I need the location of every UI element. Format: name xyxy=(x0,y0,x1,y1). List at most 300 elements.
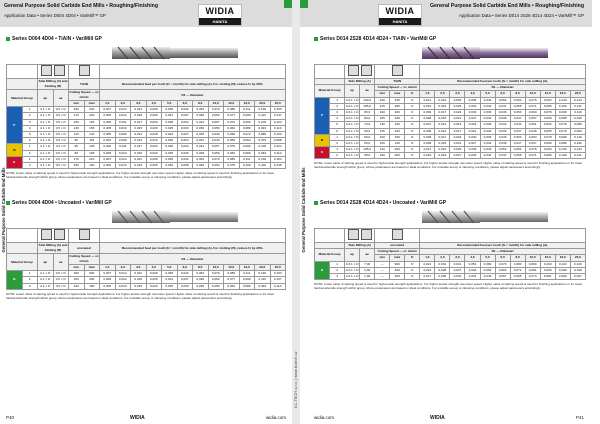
material-group-header: Material Group xyxy=(315,85,345,97)
speed-max-cell: 190 xyxy=(84,162,100,168)
feed-value-cell: 0,058 xyxy=(510,103,525,109)
ae-cell: 0,5 × D xyxy=(53,150,69,156)
feed-value-cell: 0,023 xyxy=(162,131,178,137)
ap-value: 1 × D xyxy=(42,132,51,137)
feed-value-cell: 0,015 xyxy=(131,125,147,131)
feed-value-cell: 0,086 xyxy=(540,103,555,109)
feed-value-cell: 0,024 xyxy=(177,138,193,144)
feed-value-cell: 0,034 xyxy=(177,144,193,150)
speed-max-cell: 290 xyxy=(390,147,405,153)
feed-value-cell: 0,094 xyxy=(540,97,555,103)
feed-value-cell: 0,029 xyxy=(450,97,465,103)
feed-value-cell: 0,131 xyxy=(570,153,585,159)
speed-max-cell: 195 xyxy=(390,122,405,128)
feed-value-cell: 0,058 xyxy=(510,153,525,159)
ap-cell xyxy=(345,153,360,159)
feed-value-cell: 0,106 xyxy=(570,116,585,122)
feed-value-cell: 0,035 xyxy=(162,107,178,113)
feed-value-cell: 0,070 xyxy=(555,128,570,134)
feed-value-cell: 0,099 xyxy=(555,134,570,140)
feed-value-cell: 0,047 xyxy=(495,153,510,159)
fz-cell: fz xyxy=(405,128,420,134)
feed-value-cell: 0,071 xyxy=(525,103,540,109)
feed-value-cell: 0,025 xyxy=(146,162,162,168)
column-label: fz xyxy=(405,255,420,261)
column-label: max xyxy=(390,255,405,261)
ap-mode: A xyxy=(345,128,348,133)
feed-value-cell: 0,144 xyxy=(570,97,585,103)
speed-min-cell: 120 xyxy=(375,134,390,140)
column-label: 12,0 xyxy=(540,255,555,261)
left-page xyxy=(0,0,293,424)
feed-value-cell: 0,070 xyxy=(208,156,224,162)
feed-value-cell: 0,036 xyxy=(480,109,495,115)
ap-cell xyxy=(345,140,360,146)
fz-cell: fz xyxy=(405,147,420,153)
feed-value-cell: 0,138 xyxy=(270,162,286,168)
column-label: 3,0 xyxy=(450,91,465,97)
column-label: 6,0 xyxy=(495,255,510,261)
feed-value-cell: 0,018 xyxy=(131,277,147,283)
ap-value: 0,1 × D xyxy=(348,103,359,108)
ae-cell: 60,0 xyxy=(360,134,375,140)
operation-icons-cell xyxy=(345,65,375,79)
column-label: 20,0 xyxy=(255,265,271,271)
feed-value-cell: 0,110 xyxy=(270,283,286,289)
feed-value-cell: 0,021 xyxy=(435,147,450,153)
side-vertical-label: General Purpose Solid Carbide End Mills xyxy=(1,167,6,253)
material-subgroup-cell: 3 xyxy=(330,273,345,279)
material-subgroup-cell: 4 xyxy=(22,125,38,131)
ae-cell: 0,5 × D xyxy=(53,283,69,289)
ae-cell: 0,5 × D xyxy=(53,156,69,162)
column-label: 25,0 xyxy=(270,101,286,107)
feed-value-cell: 0,106 xyxy=(570,140,585,146)
feed-value-cell: 0,119 xyxy=(570,109,585,115)
ap-mode: A xyxy=(345,153,348,158)
feed-value-cell: 0,089 xyxy=(555,273,570,279)
column-label: 10,0 xyxy=(525,255,540,261)
feed-value-cell: 0,015 xyxy=(435,140,450,146)
feed-value-cell: 0,029 xyxy=(450,147,465,153)
feed-value-cell: 0,010 xyxy=(115,283,131,289)
column-label: 8,0 xyxy=(510,255,525,261)
table-group-header-row xyxy=(7,243,286,254)
ae-cell: 7,00 xyxy=(360,261,375,267)
material-subgroup-cell: 1 xyxy=(330,134,345,140)
end-mill-image xyxy=(420,208,550,224)
feed-value-cell: 0,044 xyxy=(193,144,209,150)
feed-value-cell: 0,051 xyxy=(525,122,540,128)
feed-value-cell: 0,065 xyxy=(510,273,525,279)
speed-min-cell: 115 xyxy=(375,128,390,134)
feed-value-cell: 0,028 xyxy=(435,267,450,273)
feed-value-cell: 0,030 xyxy=(177,150,193,156)
feed-value-cell: 0,048 xyxy=(193,113,209,119)
column-label: 8,0 xyxy=(510,91,525,97)
material-subgroup-cell: 2 xyxy=(330,140,345,146)
material-subgroup-cell: 1 xyxy=(22,144,38,150)
logo-subtext: HANITA xyxy=(379,18,421,25)
material-subgroup-cell: 2 xyxy=(22,162,38,168)
feed-value-cell: 0,054 xyxy=(193,107,209,113)
cutting-speed-header: Cutting Speed — vc m/min xyxy=(69,90,99,99)
feed-value-cell: 0,047 xyxy=(510,140,525,146)
feed-value-cell: 0,033 xyxy=(465,103,480,109)
feed-value-cell: 0,086 xyxy=(224,107,240,113)
right-page xyxy=(300,0,592,424)
feed-value-cell: 0,028 xyxy=(146,156,162,162)
table-blank-cell xyxy=(100,65,286,79)
column-label: max xyxy=(84,101,100,107)
feed-value-cell: 0,038 xyxy=(177,162,193,168)
logo-text: WIDIA xyxy=(205,6,235,16)
column-label: 2,0 xyxy=(115,101,131,107)
feed-value-cell: 0,131 xyxy=(570,103,585,109)
speed-min-cell: 190 xyxy=(375,109,390,115)
speed-max-cell: 220 xyxy=(84,113,100,119)
table-note: NOTE: Lower value of starting speed is used for high-tensile strength applications. For higher-tensile strength use lower speed. Higher value of starting speed is used for finishing applications or for lower hardness/tensile strength within group. Above parameters are based on ideal conditions. For unstable set-up or clamping conditions, please adjust parameters accordingly. xyxy=(6,292,275,300)
feed-value-cell: 0,106 xyxy=(255,119,271,125)
material-subgroup-cell: 2 xyxy=(22,277,38,283)
feed-value-cell: 0,018 xyxy=(146,131,162,137)
ap-cell xyxy=(345,122,360,128)
table-subheader-row xyxy=(7,254,286,265)
speed-min-cell: 210 xyxy=(375,147,390,153)
column-label: 6,0 xyxy=(495,91,510,97)
feed-value-cell: 0,064 xyxy=(525,109,540,115)
column-label: 12,0 xyxy=(224,101,240,107)
feed-value-cell: 0,027 xyxy=(177,131,193,137)
feed-value-cell: 0,019 xyxy=(420,267,435,273)
table-row xyxy=(7,162,286,168)
feed-value-cell: 0,037 xyxy=(510,128,525,134)
feed-value-cell: 0,006 xyxy=(100,113,116,119)
column-label: 20,0 xyxy=(570,91,585,97)
material-group-badge: N xyxy=(315,261,330,280)
feed-value-cell: 0,062 xyxy=(224,150,240,156)
feed-value-cell: 0,014 xyxy=(131,131,147,137)
header-subtitle: Application Data • Series D004 4D04 • VariMill™ GP xyxy=(4,13,106,18)
ap-value: 0,1 × D xyxy=(348,122,359,127)
feed-value-cell: 0,070 xyxy=(224,144,240,150)
coating-icon-cell xyxy=(69,65,100,79)
table-icon-row xyxy=(7,65,286,79)
speed-max-cell: 115 xyxy=(84,138,100,144)
feed-value-cell: 0,007 xyxy=(100,107,116,113)
feed-value-cell: 0,036 xyxy=(465,147,480,153)
table-note: NOTE: Lower value of starting speed is used for high-tensile strength applications. For higher-tensile strength use lower speed. Higher value of starting speed is used for finishing applications or for lower hardness/tensile strength within group. Above parameters are based on ideal conditions. For unstable set-up or clamping conditions, please adjust parameters accordingly. xyxy=(6,171,275,179)
end-mill-drawing xyxy=(420,208,550,226)
section-tab-marker xyxy=(284,0,292,8)
column-label: 4,0 xyxy=(146,265,162,271)
operation-header: Side Milling (A) and Slotting (B) xyxy=(38,243,68,252)
feed-value-cell: 0,080 xyxy=(239,125,255,131)
operation-header: Side Milling (A) xyxy=(345,243,375,249)
feed-value-cell: 0,109 xyxy=(555,103,570,109)
speed-min-cell: — xyxy=(375,267,390,273)
feed-value-cell: 0,005 xyxy=(100,131,116,137)
table-row xyxy=(7,283,286,289)
fz-cell: fz xyxy=(405,267,420,273)
feed-value-cell: 0,020 xyxy=(162,138,178,144)
feed-value-cell: 0,137 xyxy=(270,277,286,283)
cutting-speed-header: Cutting Speed — vc m/min xyxy=(69,254,99,263)
material-subgroup-cell: 1 xyxy=(22,107,38,113)
footer-logo: WIDIA xyxy=(130,415,145,421)
ap-value: 1 × D xyxy=(42,125,51,130)
ap-value: 1 × D xyxy=(42,113,51,118)
feed-value-cell: 0,073 xyxy=(525,273,540,279)
feed-value-cell: 0,021 xyxy=(450,116,465,122)
ae-header: ae xyxy=(53,254,69,271)
feed-value-cell: 0,031 xyxy=(435,261,450,267)
feed-value-cell: 0,041 xyxy=(465,273,480,279)
feed-value-cell: 0,006 xyxy=(420,128,435,134)
material-subgroup-cell: 1 xyxy=(330,97,345,103)
feed-value-cell: 0,062 xyxy=(224,125,240,131)
feed-value-cell: 0,057 xyxy=(208,119,224,125)
column-label: 5,0 xyxy=(480,91,495,97)
feed-value-cell: 0,054 xyxy=(193,271,209,277)
feed-value-cell: 0,062 xyxy=(540,122,555,128)
fz-cell: fz xyxy=(405,153,420,159)
feed-value-cell: 0,078 xyxy=(525,147,540,153)
feed-value-cell: 0,031 xyxy=(162,113,178,119)
feed-value-cell: 0,007 xyxy=(420,122,435,128)
column-label: 5,0 xyxy=(162,101,178,107)
footer-url[interactable]: widia.com xyxy=(265,415,286,420)
feed-value-cell: 0,028 xyxy=(146,271,162,277)
ae-cell: 1,00 xyxy=(360,273,375,279)
feed-value-cell: 0,077 xyxy=(224,277,240,283)
ap-value: 0,1 × D xyxy=(348,274,359,279)
table-blank-cell xyxy=(420,65,586,79)
page-header xyxy=(300,0,592,27)
feed-value-cell: 0,100 xyxy=(540,261,555,267)
feed-value-cell: 0,088 xyxy=(555,140,570,146)
feed-speed-table xyxy=(314,64,586,159)
feed-value-cell: 0,025 xyxy=(146,277,162,283)
footer-url[interactable]: widia.com xyxy=(314,415,335,420)
ap-value: 0,1 × D xyxy=(348,153,359,158)
feed-value-cell: 0,120 xyxy=(570,261,585,267)
column-label: min xyxy=(375,255,390,261)
feed-value-cell: 0,009 xyxy=(420,109,435,115)
feed-value-cell: 0,033 xyxy=(465,153,480,159)
ae-header: ae xyxy=(53,90,69,107)
feed-value-cell: 0,063 xyxy=(208,162,224,168)
fz-cell: fz xyxy=(405,97,420,103)
feed-value-cell: 0,080 xyxy=(239,150,255,156)
ae-cell: 0,5 × D xyxy=(53,113,69,119)
column-label: 2,0 xyxy=(435,91,450,97)
feed-value-cell: 0,099 xyxy=(555,109,570,115)
feed-value-cell: 0,027 xyxy=(450,153,465,159)
speed-min-cell: 130 xyxy=(69,125,85,131)
material-group-header: Material Group xyxy=(7,254,38,271)
feed-value-cell: 0,042 xyxy=(177,156,193,162)
ap-cell xyxy=(345,128,360,134)
column-label: min xyxy=(375,91,390,97)
column-label: 3,0 xyxy=(450,255,465,261)
feed-value-cell: 0,064 xyxy=(525,134,540,140)
ap-value: 0,1 × D xyxy=(348,128,359,133)
feed-header: Recommended feed per tooth (fz = mm/th) for side milling (A). For slotting (B), reduce fz by 20%. xyxy=(100,243,286,254)
feed-value-cell: 0,108 xyxy=(570,267,585,273)
feed-value-cell: 0,021 xyxy=(131,271,147,277)
ae-cell: 0,5 × D xyxy=(53,271,69,277)
feed-value-cell: 0,100 xyxy=(270,131,286,137)
ae-cell: 105,0 xyxy=(360,103,375,109)
feed-value-cell: 0,021 xyxy=(450,140,465,146)
feed-value-cell: 0,025 xyxy=(435,273,450,279)
ap-mode: A xyxy=(345,267,348,272)
section-tab-marker xyxy=(300,0,308,8)
bullet-square-icon xyxy=(314,201,318,205)
ap-mode: A xyxy=(40,138,43,143)
speed-max-cell: 200 xyxy=(390,273,405,279)
ae-cell: 2,00 xyxy=(360,267,375,273)
feed-speed-table xyxy=(314,228,586,280)
side-milling-icon xyxy=(348,229,359,240)
column-label: 16,0 xyxy=(555,255,570,261)
feed-value-cell: 0,053 xyxy=(510,109,525,115)
column-label: 5,0 xyxy=(480,255,495,261)
feed-value-cell: 0,057 xyxy=(525,116,540,122)
feed-speed-table xyxy=(6,64,286,169)
feed-value-cell: 0,017 xyxy=(131,119,147,125)
ae-header: ae xyxy=(360,85,375,97)
ap-cell xyxy=(345,273,360,279)
feed-value-cell: 0,008 xyxy=(420,116,435,122)
speed-min-cell: 170 xyxy=(69,113,85,119)
feed-value-cell: 0,078 xyxy=(525,97,540,103)
end-mill-image xyxy=(110,44,240,60)
feed-value-cell: 0,053 xyxy=(510,134,525,140)
ap-value: 0,1 × D xyxy=(348,134,359,139)
speed-min-cell: 120 xyxy=(69,283,85,289)
cutting-speed-header: Cutting Speed — vc m/min xyxy=(375,249,420,255)
column-label: 4,0 xyxy=(465,255,480,261)
coating-icon xyxy=(392,65,403,76)
speed-max-cell: 165 xyxy=(390,134,405,140)
material-subgroup-cell: 3 xyxy=(22,119,38,125)
feed-value-cell: 0,042 xyxy=(177,271,193,277)
feed-value-cell: 0,153 xyxy=(270,271,286,277)
feed-value-cell: 0,130 xyxy=(255,271,271,277)
column-label: 16,0 xyxy=(239,101,255,107)
feed-value-cell: 0,037 xyxy=(177,113,193,119)
feed-value-cell: 0,033 xyxy=(450,273,465,279)
material-group-header: Material Group xyxy=(7,90,38,107)
speed-max-cell: 140 xyxy=(84,131,100,137)
feed-value-cell: 0,009 xyxy=(420,134,435,140)
material-subgroup-cell: 4 xyxy=(330,116,345,122)
cutting-speed-header: Cutting Speed — vc m/min xyxy=(375,85,420,91)
feed-value-cell: 0,062 xyxy=(208,113,224,119)
header-title: General Purpose Solid Carbide End Mills • Roughing/Finishing xyxy=(430,3,584,9)
feed-value-cell: 0,094 xyxy=(255,283,271,289)
ae-cell: 0,5 × D xyxy=(53,277,69,283)
feed-value-cell: 0,070 xyxy=(208,107,224,113)
material-group-badge: P xyxy=(315,97,330,134)
feed-value-cell: 0,015 xyxy=(131,283,147,289)
feed-value-cell: 0,014 xyxy=(435,122,450,128)
column-label: 2,0 xyxy=(115,265,131,271)
speed-max-cell: 125 xyxy=(84,144,100,150)
feed-value-cell: 0,019 xyxy=(450,122,465,128)
table-group-header-row xyxy=(7,79,286,90)
material-subgroup-cell: 2 xyxy=(330,267,345,273)
logo-subtext: HANITA xyxy=(199,18,241,25)
feed-value-cell: 0,040 xyxy=(480,153,495,159)
feed-value-cell: 0,039 xyxy=(193,125,209,131)
feed-value-cell: 0,020 xyxy=(146,150,162,156)
feed-value-cell: 0,050 xyxy=(208,283,224,289)
column-label: 20,0 xyxy=(255,101,271,107)
feed-value-cell: 0,052 xyxy=(495,97,510,103)
material-subgroup-cell: 5 xyxy=(330,122,345,128)
feed-value-cell: 0,047 xyxy=(495,103,510,109)
speed-min-cell: 140 xyxy=(375,122,390,128)
feed-value-cell: 0,100 xyxy=(239,162,255,168)
feed-value-cell: 0,057 xyxy=(208,144,224,150)
feed-value-cell: 0,086 xyxy=(224,156,240,162)
feed-value-cell: 0,062 xyxy=(224,283,240,289)
diameter-header: D1 — Diameter xyxy=(100,90,286,101)
feed-value-cell: 0,130 xyxy=(255,156,271,162)
feed-header: Recommended feed per tooth (fz = mm/th) for side milling (A). For slotting (B), reduce fz by 20%. xyxy=(100,79,286,90)
feed-value-cell: 0,050 xyxy=(224,138,240,144)
fz-cell: fz xyxy=(405,109,420,115)
column-label: 5,0 xyxy=(162,265,178,271)
feed-value-cell: 0,070 xyxy=(495,261,510,267)
feed-value-cell: 0,010 xyxy=(420,103,435,109)
ap-mode: A xyxy=(40,271,43,276)
ae-cell: 0,5 × D xyxy=(53,131,69,137)
material-subgroup-cell: 1 xyxy=(330,147,345,153)
feed-value-cell: 0,088 xyxy=(270,138,286,144)
table-corner-cell xyxy=(7,65,38,79)
table-note: NOTE: Lower value of starting speed is used for high-tensile strength applications. For higher-tensile strength use lower speed. Higher value of starting speed is used for finishing applications or for lower hardness/tensile strength within group. Above parameters are based on ideal conditions. For unstable set-up or clamping conditions, please adjust parameters accordingly. xyxy=(314,282,583,290)
feed-value-cell: 0,043 xyxy=(495,109,510,115)
feed-value-cell: 0,080 xyxy=(510,261,525,267)
ae-cell: 0,5 × D xyxy=(53,125,69,131)
operation-header: Side Milling (A) and Slotting (B) xyxy=(38,79,68,88)
feed-value-cell: 0,006 xyxy=(100,119,116,125)
feed-value-cell: 0,120 xyxy=(555,147,570,153)
ap-cell xyxy=(345,97,360,103)
ae-cell: 0,5 × D xyxy=(53,144,69,150)
feed-value-cell: 0,006 xyxy=(100,277,116,283)
slotting-icon xyxy=(361,65,372,76)
feed-value-cell: 0,023 xyxy=(146,119,162,125)
material-subgroup-cell: 2 xyxy=(330,153,345,159)
feed-value-cell: 0,041 xyxy=(450,261,465,267)
feed-value-cell: 0,040 xyxy=(208,138,224,144)
feed-value-cell: 0,026 xyxy=(450,103,465,109)
feed-value-cell: 0,118 xyxy=(255,162,271,168)
material-subgroup-cell: 3 xyxy=(330,109,345,115)
side-milling-icon xyxy=(41,65,52,76)
feed-value-cell: 0,110 xyxy=(270,150,286,156)
feed-value-cell: 0,064 xyxy=(510,97,525,103)
ae-cell: 105,0 xyxy=(360,147,375,153)
feed-value-cell: 0,020 xyxy=(146,283,162,289)
page-number: P40 xyxy=(6,415,15,420)
column-label: 4,0 xyxy=(465,91,480,97)
